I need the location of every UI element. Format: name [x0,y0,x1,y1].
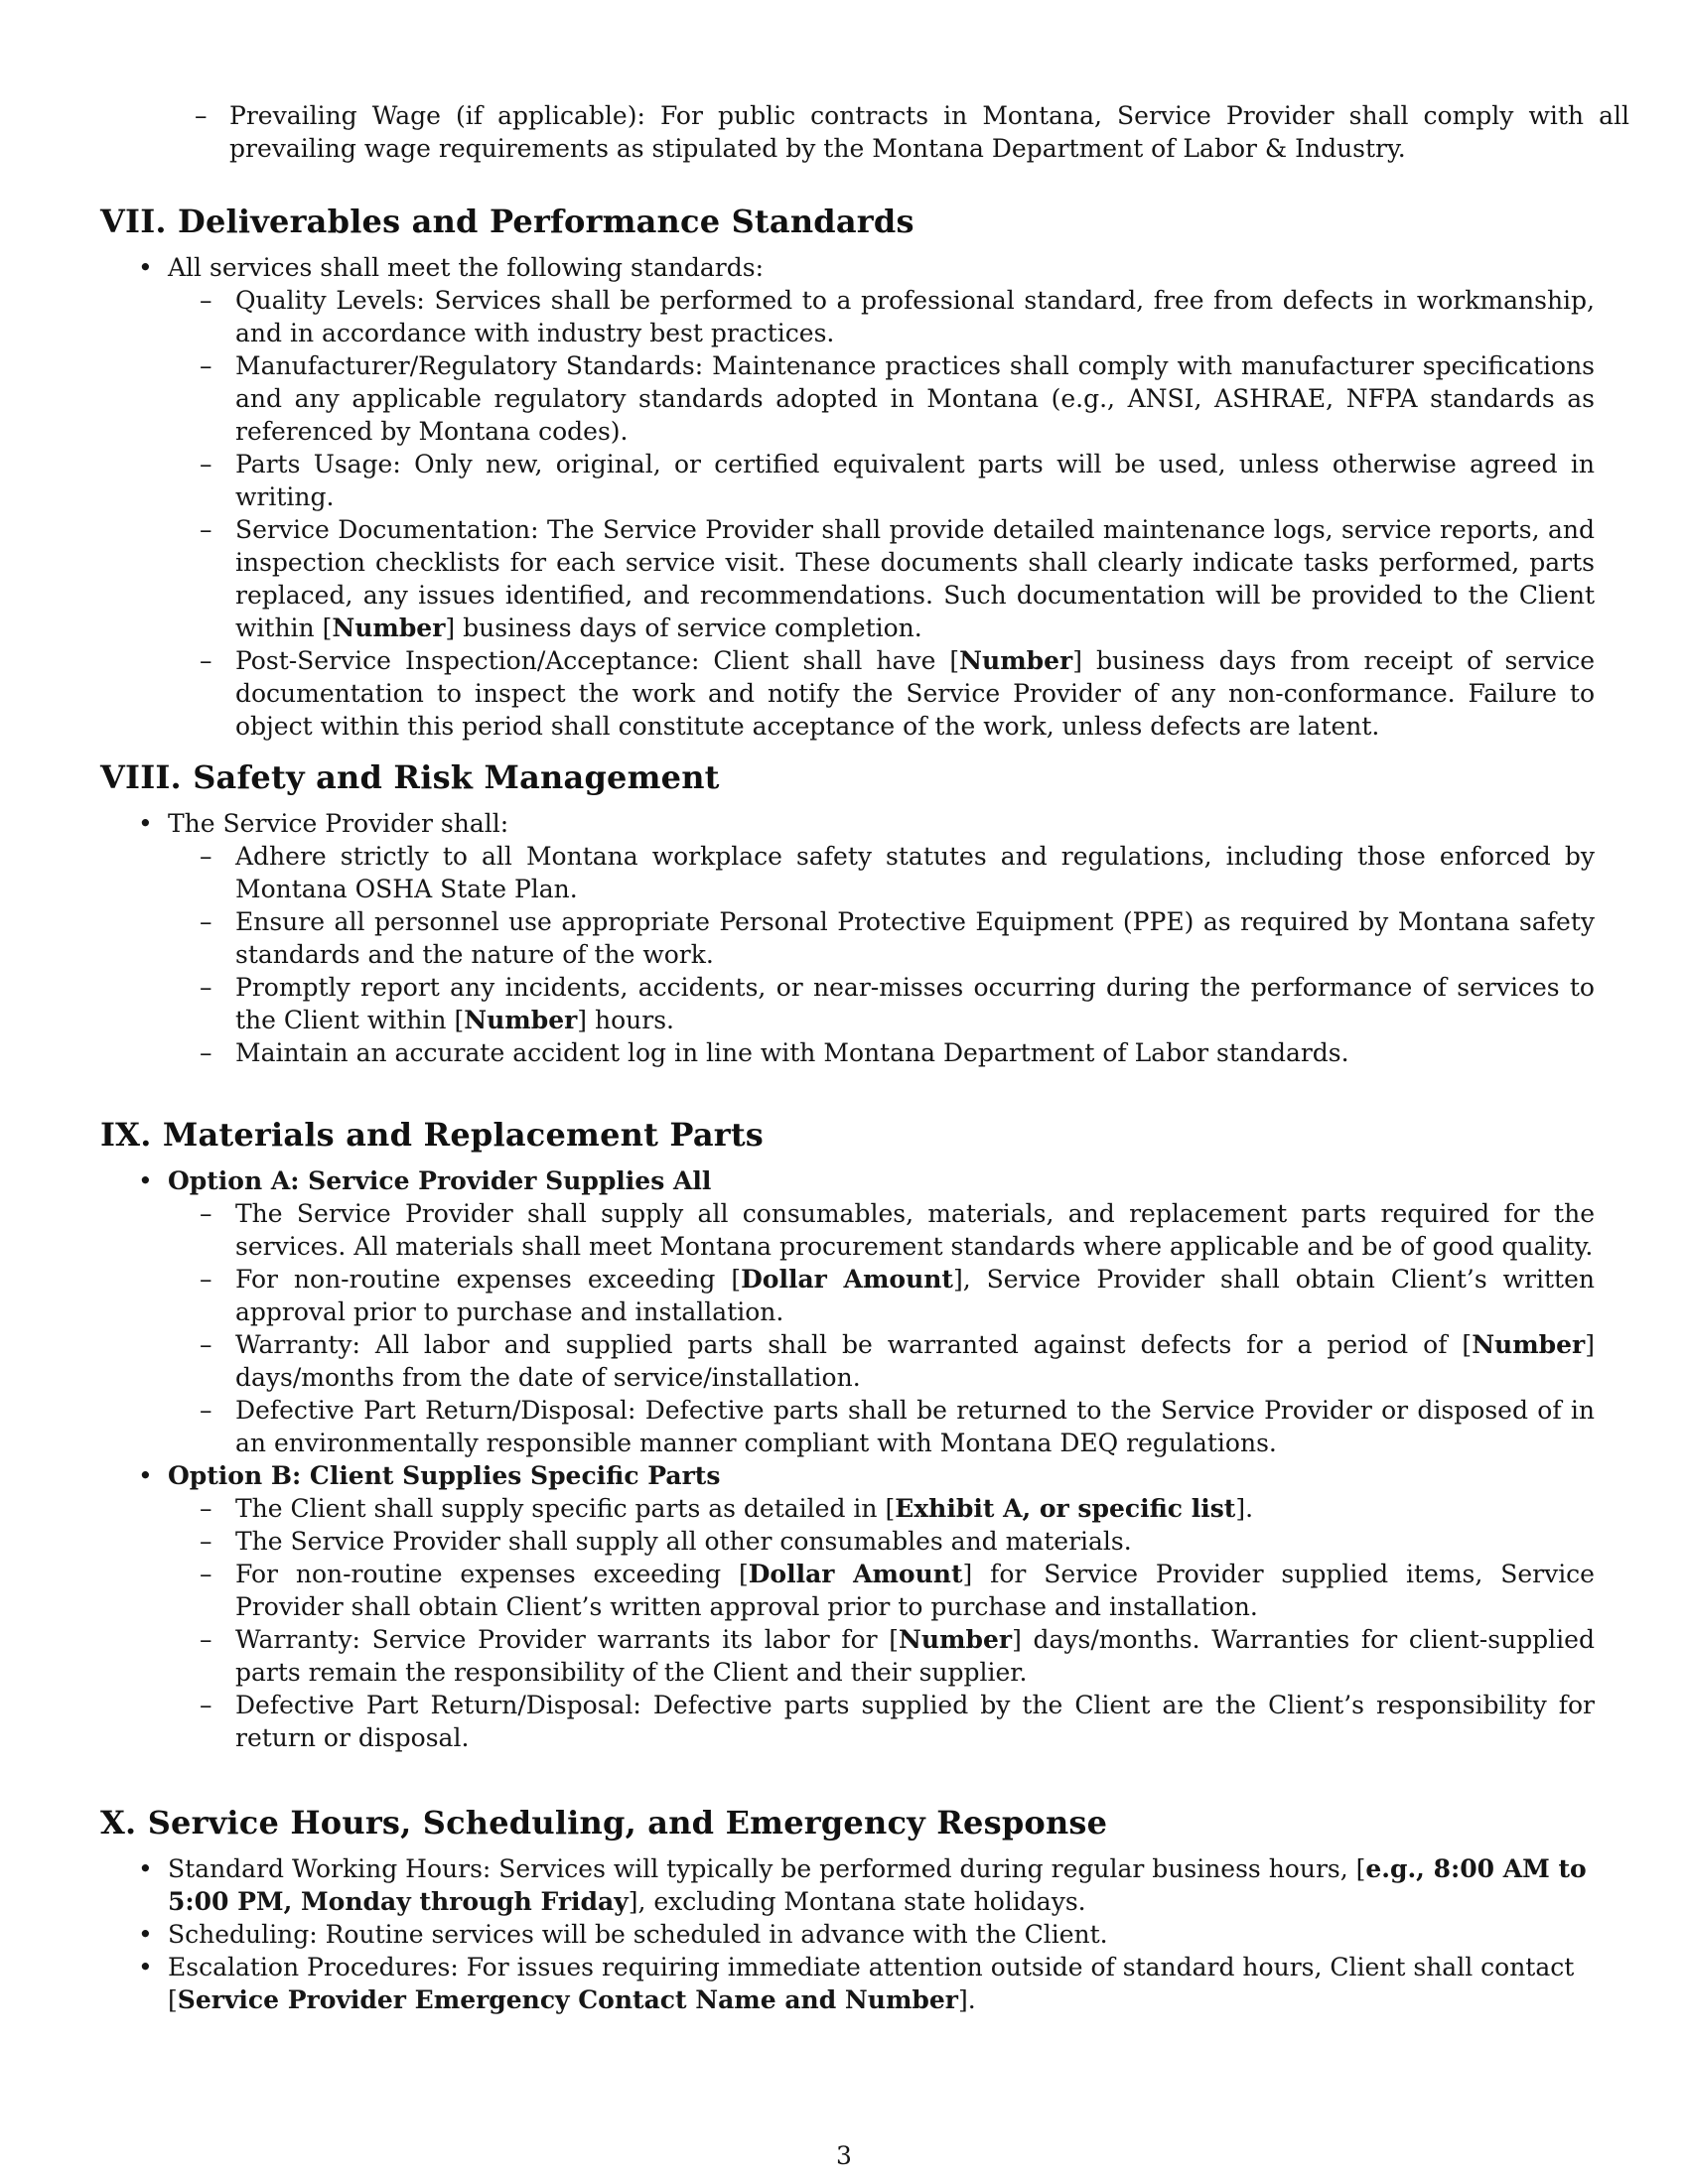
list-item [100,807,1595,1069]
placeholder-field: Dollar Amount [748,1560,963,1588]
placeholder-field: Exhibit A, or specific list [895,1494,1236,1523]
sub-item-report [168,971,1595,1036]
prevailing-wage-item [195,99,1629,165]
bullet-list [100,251,1595,743]
sub-item-defective [168,1689,1595,1754]
bullet-list [100,807,1595,1069]
sub-item-documentation [168,513,1595,644]
sub-item-manufacturer [168,349,1595,448]
section-heading: VII. Deliverables and Performance Standards [100,203,914,240]
sub-item-quality [168,284,1595,349]
sub-list [168,284,1595,743]
section-materials [100,1115,1595,1754]
sub-item-parts [168,448,1595,513]
sub-item-text: ], Service Provider shall obtain Client’s written approval prior to purchase and installation. [235,1265,1595,1326]
list-item-scheduling [100,1918,1595,1951]
placeholder-field: Dollar Amount [741,1265,953,1294]
sub-item-text: The Service Provider shall supply all consumables, materials, and replacement parts required for the services. All materials shall meet Montana procurement standards where applicable and be of good quality. [235,1199,1595,1261]
sub-list [168,840,1595,1069]
sub-item-text: Manufacturer/Regulatory Standards: Maintenance practices shall comply with manufacturer specifications and any applicable regulatory standards adopted in Montana (e.g., ANSI, ASHRAE, NFPA standards as referenced by Montana codes). [235,351,1595,446]
sub-item-text: ] business days from receipt of service documentation to inspect the work and notify the Service Provider of any non-conformance. Failure to object within this period shall constitute acceptance of the work, unless defects are latent. [235,646,1595,741]
sub-item-text: Parts Usage: Only new, original, or certified equivalent parts will be used, unless otherwise agreed in writing. [235,450,1595,511]
sub-item-ppe [168,905,1595,971]
sub-item-client-supply [168,1492,1595,1525]
sub-item-text: Maintain an accurate accident log in line with Montana Department of Labor standards. [235,1038,1349,1067]
option-label: Option A: Service Provider Supplies All [168,1166,712,1195]
option-label: Option B: Client Supplies Specific Parts [168,1461,721,1490]
sub-item-warranty [168,1328,1595,1394]
section-heading: IX. Materials and Replacement Parts [100,1116,765,1154]
sub-item-text: ] days/months. Warranties for client-supplied parts remain the responsibility of the Client and their supplier. [235,1625,1595,1687]
section-service-hours [100,1803,1595,2016]
sub-item-inspection [168,644,1595,743]
sub-list [168,1197,1595,1459]
sub-list [168,1492,1595,1754]
sub-item-text: Adhere strictly to all Montana workplace safety statutes and regulations, including those enforced by Montana OSHA State Plan. [235,842,1595,903]
sub-item-text: ] for Service Provider supplied items, Service Provider shall obtain Client’s written approval prior to purchase and installation. [235,1560,1595,1621]
sub-item-supply [168,1197,1595,1263]
sub-item-text: Warranty: All labor and supplied parts shall be warranted against defects for a period of [ [235,1330,1473,1359]
sub-item-text: Defective Part Return/Disposal: Defective parts shall be returned to the Service Provider or disposed of in an environmentally responsible manner compliant with Montana DEQ regulations. [235,1396,1595,1457]
sub-item-text: Post-Service Inspection/Acceptance: Client shall have [ [235,646,960,675]
sub-item-nonroutine [168,1263,1595,1328]
section-safety [100,757,1595,1069]
list-item-text: ]. [957,1985,976,2014]
placeholder-field: Service Provider Emergency Contact Name and Number [177,1985,958,2014]
list-item-hours [100,1852,1595,1918]
list-item-text: ], excluding Montana state holidays. [628,1887,1086,1916]
page-number: 3 [836,2141,852,2170]
sub-item-text: The Client shall supply specific parts as detailed in [ [235,1494,896,1523]
sub-item-text: Promptly report any incidents, accidents, or near-misses occurring during the performance of services to the Client within [ [235,973,1595,1034]
section-heading: X. Service Hours, Scheduling, and Emergency Response [100,1804,1108,1842]
sub-item-text: For non-routine expenses exceeding [ [235,1265,742,1294]
sub-item-text: For non-routine expenses exceeding [ [235,1560,749,1588]
placeholder-field: Number [959,646,1073,675]
placeholder-field: e.g., 8:00 AM to 5:00 PM, Monday through Friday [168,1854,1587,1916]
bullet-list [100,1852,1595,2016]
section-heading: VIII. Safety and Risk Management [100,758,720,796]
placeholder-field: Number [899,1625,1013,1654]
bullet-list [100,1164,1595,1754]
sub-item-text: Quality Levels: Services shall be performed to a professional standard, free from defects in workmanship, and in accordance with industry best practices. [235,286,1595,347]
list-item-text: Standard Working Hours: Services will typically be performed during regular business hours, [ [168,1854,1366,1883]
list-item-text: Scheduling: Routine services will be scheduled in advance with the Client. [168,1920,1108,1949]
sub-item-text: ] business days of service completion. [445,614,922,642]
list-item-text: The Service Provider shall: [168,809,509,838]
list-item-option-a [100,1164,1595,1459]
placeholder-field: Number [1472,1330,1586,1359]
sub-item-text: ] hours. [577,1006,674,1034]
sub-item-adhere [168,840,1595,905]
section-deliverables [100,202,1595,743]
sub-item-text: Defective Part Return/Disposal: Defective parts supplied by the Client are the Client’s responsibility for return or disposal. [235,1691,1595,1752]
list-item [100,251,1595,743]
placeholder-field: Number [464,1006,578,1034]
prevailing-wage-text: Prevailing Wage (if applicable): For public contracts in Montana, Service Provider shall comply with all prevailing wage requirements as stipulated by the Montana Department of Labor & Industry. [229,101,1629,163]
sub-item-warranty [168,1623,1595,1689]
placeholder-field: Number [332,614,446,642]
sub-item-nonroutine [168,1558,1595,1623]
list-item-text: Escalation Procedures: For issues requiring immediate attention outside of standard hours, Client shall contact [ [168,1953,1575,2014]
sub-item-text: The Service Provider shall supply all other consumables and materials. [235,1527,1132,1556]
sub-item-text: Ensure all personnel use appropriate Personal Protective Equipment (PPE) as required by Montana safety standards and the nature of the work. [235,907,1595,969]
list-item-escalation [100,1951,1595,2016]
sub-item-text: Service Documentation: The Service Provider shall provide detailed maintenance logs, service reports, and inspection checklists for each service visit. These documents shall clearly indicate tasks performed, parts replaced, any issues identified, and recommendations. Such documentation will be provided to the Client within [ [235,515,1595,642]
sub-item-log [168,1036,1595,1069]
sub-item-text: ]. [1235,1494,1254,1523]
sub-item-text: ] days/months from the date of service/installation. [235,1330,1595,1392]
sub-item-other [168,1525,1595,1558]
list-item-text: All services shall meet the following standards: [168,253,764,282]
list-item-option-b [100,1459,1595,1754]
sub-item-defective [168,1394,1595,1459]
sub-item-text: Warranty: Service Provider warrants its labor for [ [235,1625,900,1654]
